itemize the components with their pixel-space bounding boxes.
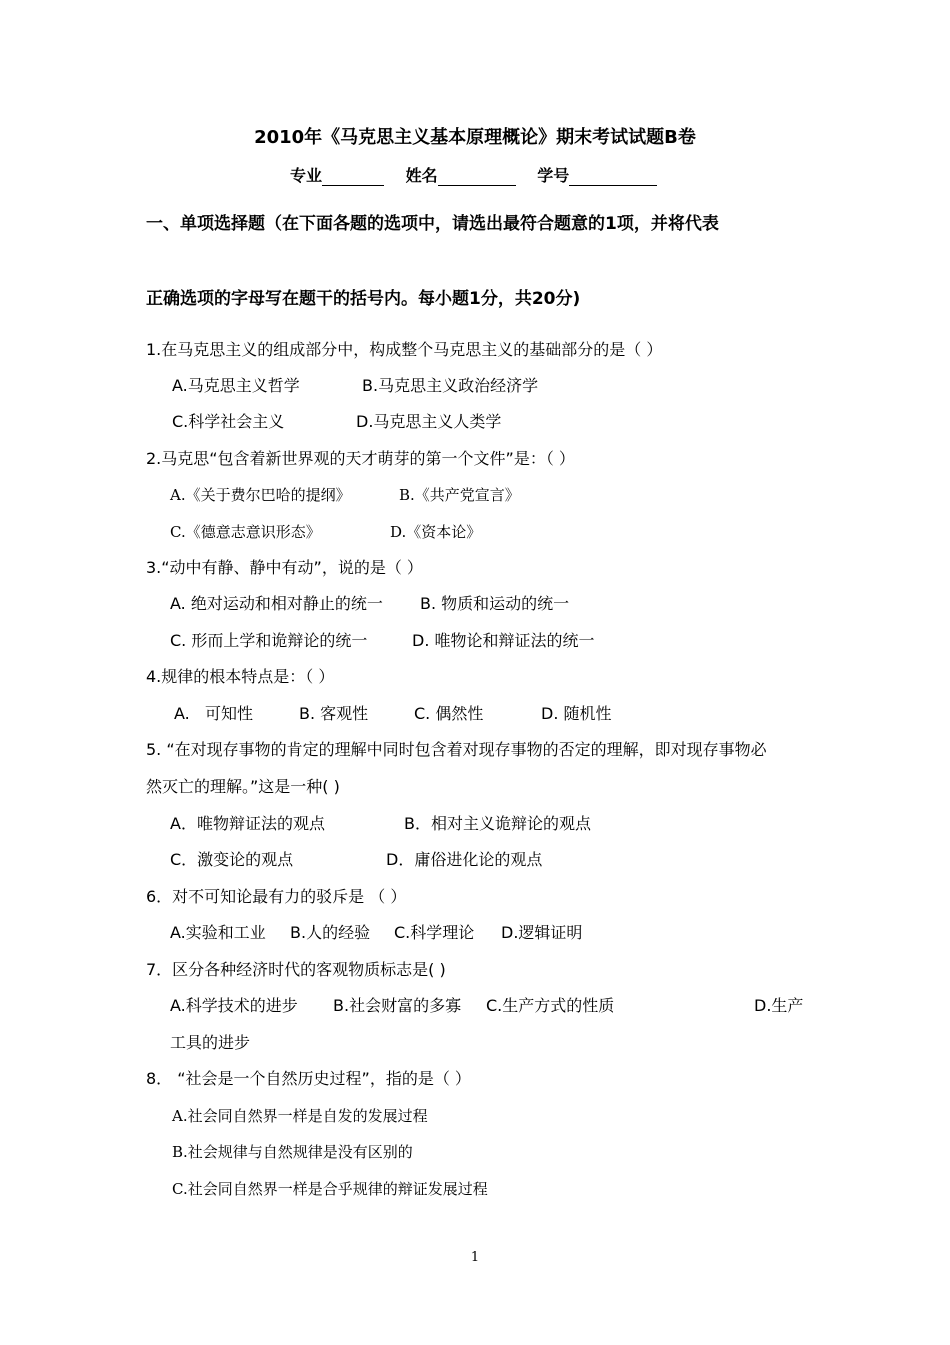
name-blank bbox=[438, 168, 516, 186]
name-label: 姓名 bbox=[405, 166, 438, 185]
question-4-option-c: C. 偶然性 bbox=[414, 704, 484, 723]
question-6-option-b: B.人的经验 bbox=[290, 923, 371, 942]
question-6-stem: 6．对不可知论最有力的驳斥是 （ ） bbox=[146, 887, 407, 906]
question-2-option-d: D.《资本论》 bbox=[390, 523, 482, 541]
page-number: 1 bbox=[470, 1250, 480, 1265]
question-4-option-b: B. 客观性 bbox=[299, 704, 369, 723]
question-8-stem: 8． “社会是一个自然历史过程”，指的是（ ） bbox=[146, 1069, 471, 1088]
question-7-option-a: A.科学技术的进步 bbox=[170, 996, 298, 1015]
question-1-option-c: C.科学社会主义 bbox=[172, 412, 285, 431]
question-3-option-b: B. 物质和运动的统一 bbox=[420, 594, 570, 613]
question-8-option-a: A.社会同自然界一样是自发的发展过程 bbox=[172, 1107, 428, 1125]
question-4-stem: 4.规律的根本特点是：（ ） bbox=[146, 667, 335, 686]
question-4-option-a: A. 可知性 bbox=[174, 704, 254, 723]
question-5-option-a: A．唯物辩证法的观点 bbox=[170, 814, 325, 833]
student-info-row bbox=[290, 166, 657, 186]
question-2-option-b: B.《共产党宣言》 bbox=[399, 486, 520, 504]
question-2-stem: 2.马克思“包含着新世界观的天才萌芽的第一个文件”是：（ ） bbox=[146, 449, 575, 468]
question-5-stem-line2: 然灭亡的理解。”这是一种( ) bbox=[146, 777, 340, 796]
question-5-option-c: C．激变论的观点 bbox=[170, 850, 294, 869]
question-8-option-c: C.社会同自然界一样是合乎规律的辩证发展过程 bbox=[172, 1180, 488, 1198]
question-6-option-c: C.科学理论 bbox=[394, 923, 475, 942]
section-heading-line1: 一、单项选择题（在下面各题的选项中，请选出最符合题意的1项，并将代表 bbox=[146, 214, 719, 234]
question-1-option-d: D.马克思主义人类学 bbox=[356, 412, 502, 431]
question-1-stem: 1.在马克思主义的组成部分中，构成整个马克思主义的基础部分的是（ ） bbox=[146, 340, 663, 359]
question-6-option-d: D.逻辑证明 bbox=[501, 923, 583, 942]
question-8-option-b: B.社会规律与自然规律是没有区别的 bbox=[172, 1143, 413, 1161]
question-3-option-c: C. 形而上学和诡辩论的统一 bbox=[170, 631, 368, 650]
major-blank bbox=[322, 168, 384, 186]
question-7-option-c: C.生产方式的性质 bbox=[486, 996, 615, 1015]
student-id-blank bbox=[569, 168, 657, 186]
question-1-option-a: A.马克思主义哲学 bbox=[172, 376, 300, 395]
question-2-option-c: C.《德意志意识形态》 bbox=[170, 523, 321, 541]
question-5-option-b: B．相对主义诡辩论的观点 bbox=[404, 814, 591, 833]
question-4-option-d: D. 随机性 bbox=[541, 704, 612, 723]
question-1-option-b: B.马克思主义政治经济学 bbox=[362, 376, 539, 395]
question-7-option-b: B.社会财富的多寡 bbox=[333, 996, 462, 1015]
question-3-option-d: D. 唯物论和辩证法的统一 bbox=[412, 631, 595, 650]
question-7-option-d: D.生产 bbox=[754, 996, 804, 1015]
question-3-option-a: A. 绝对运动和相对静止的统一 bbox=[170, 594, 383, 613]
section-heading-line2: 正确选项的字母写在题干的括号内。每小题1分，共20分) bbox=[146, 289, 581, 309]
student-id-label: 学号 bbox=[537, 166, 570, 185]
major-label: 专业 bbox=[290, 166, 323, 185]
question-5-option-d: D．庸俗进化论的观点 bbox=[386, 850, 543, 869]
question-3-stem: 3.“动中有静、静中有动”，说的是（ ） bbox=[146, 558, 423, 577]
question-7-stem: 7．区分各种经济时代的客观物质标志是( ) bbox=[146, 960, 446, 979]
question-6-option-a: A.实验和工业 bbox=[170, 923, 266, 942]
question-2-option-a: A.《关于费尔巴哈的提纲》 bbox=[170, 486, 351, 504]
exam-title: 2010年《马克思主义基本原理概论》期末考试试题B卷 bbox=[254, 127, 696, 148]
question-5-stem-line1: 5. “在对现存事物的肯定的理解中同时包含着对现存事物的否定的理解，即对现存事物必 bbox=[146, 740, 767, 759]
question-7-option-d-continuation: 工具的进步 bbox=[170, 1033, 251, 1052]
